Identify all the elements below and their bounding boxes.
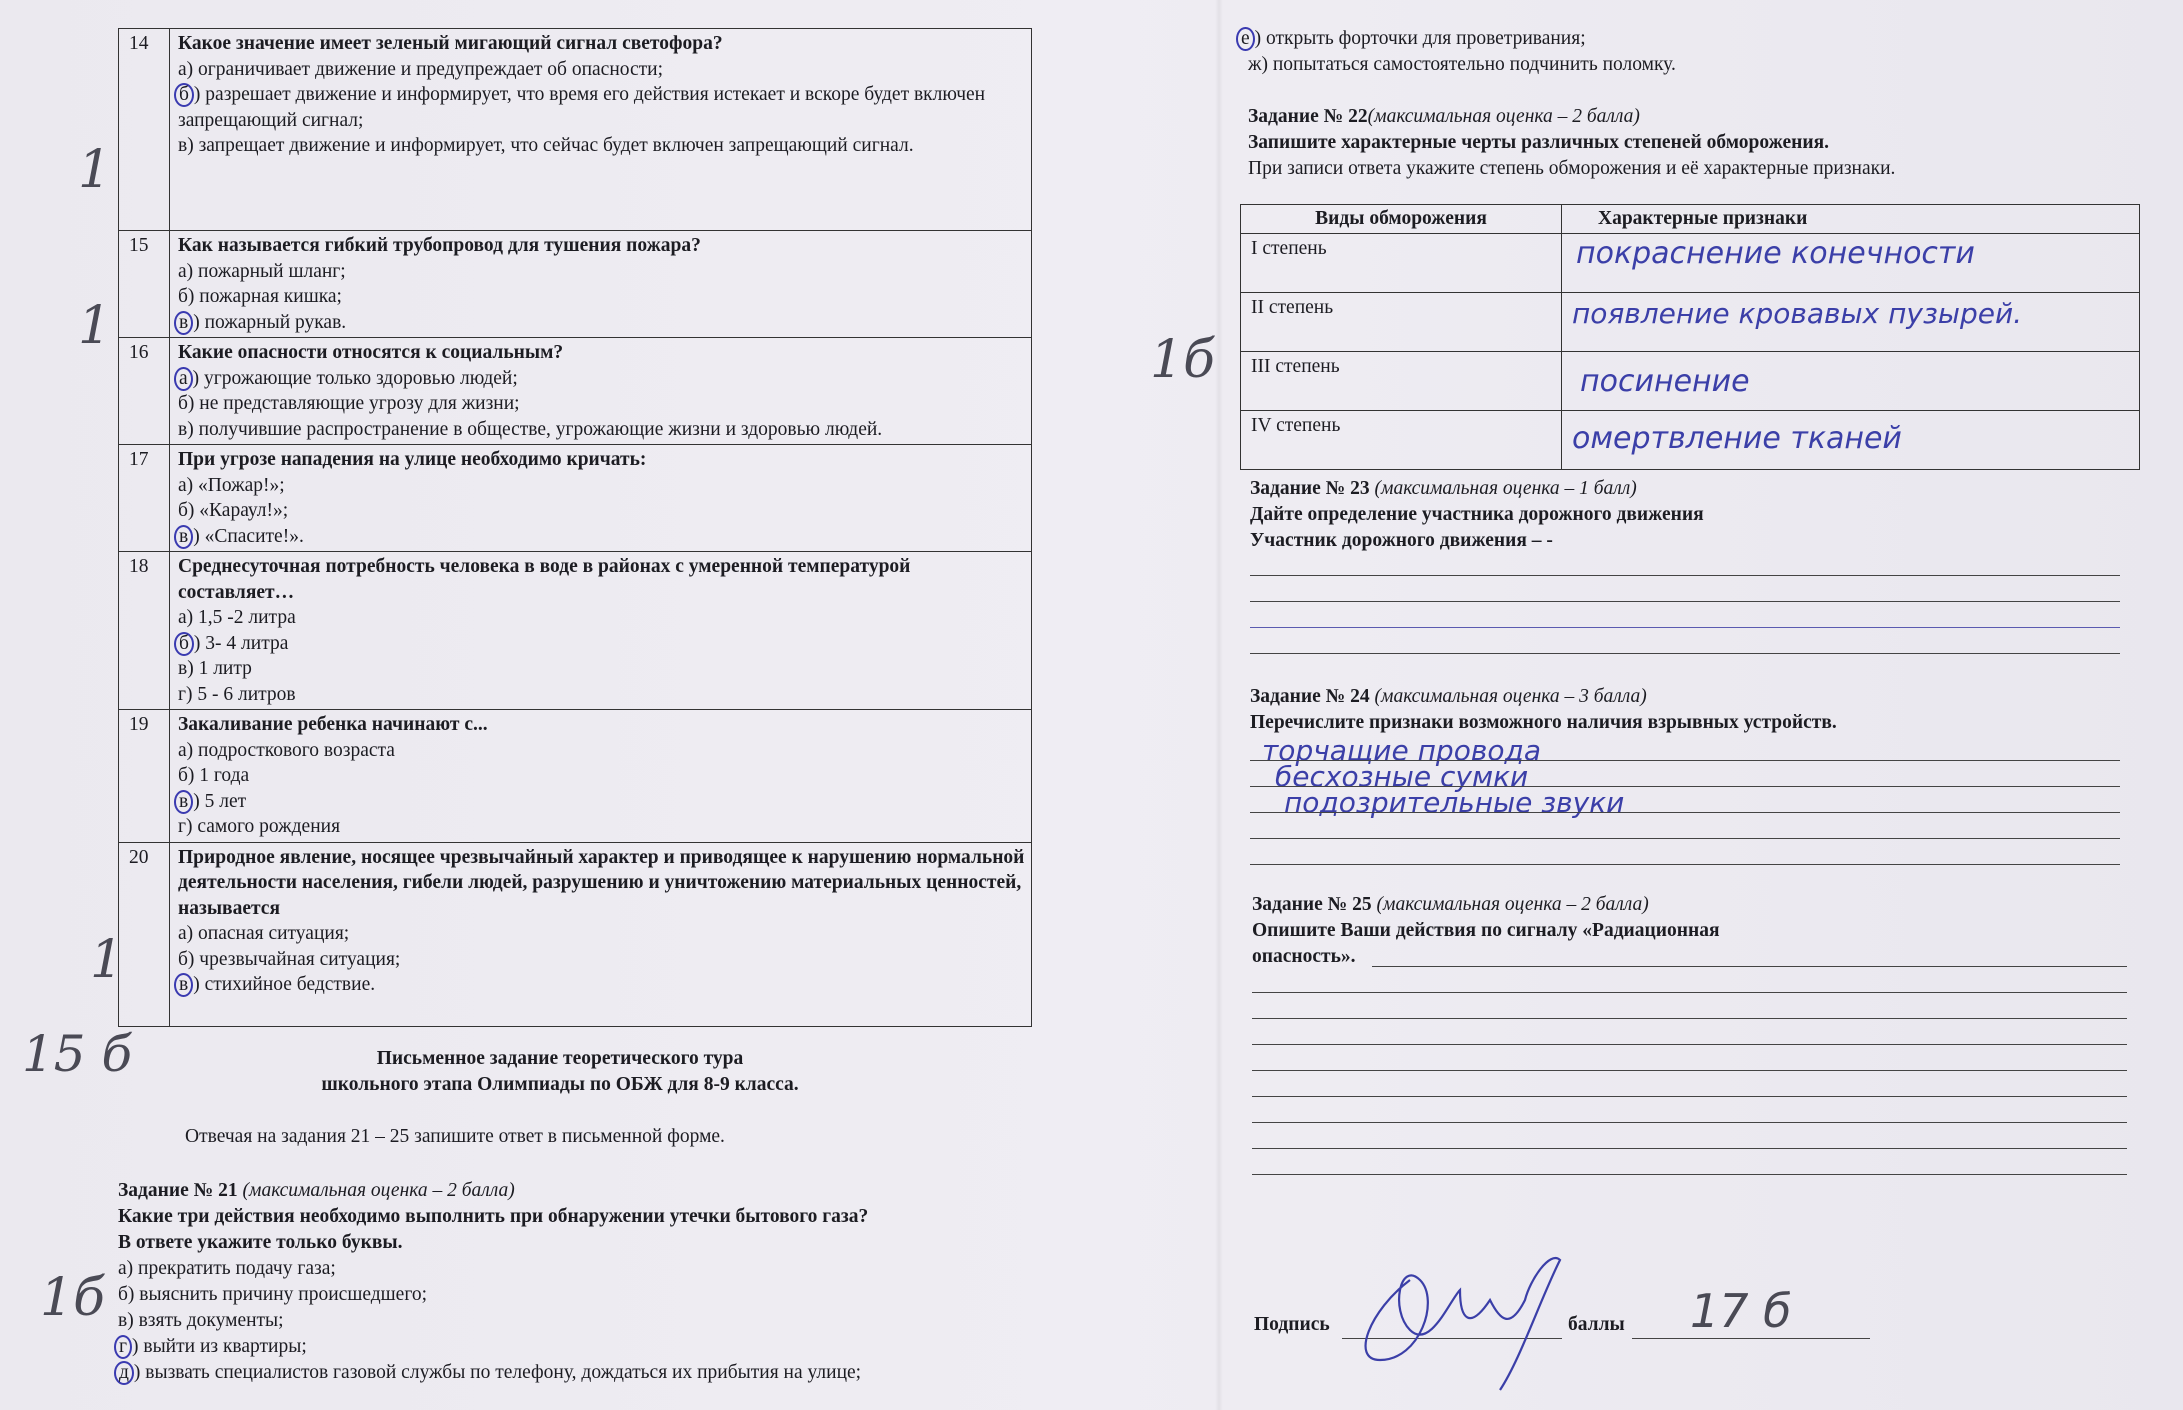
- question-text: Какие опасности относятся к социальным?: [178, 342, 564, 363]
- frostbite-col-signs: Характерные признаки: [1562, 205, 2140, 234]
- question-text: Среднесуточная потребность человека в воде в районах с умеренной температурой составляет…: [178, 556, 911, 603]
- answer-circle: а: [174, 367, 193, 391]
- answer-option: б) «Караул!»;: [178, 500, 289, 521]
- answer-option: б ) 3- 4 литра: [178, 631, 1025, 657]
- task22-header: Задание № 22(максимальная оценка – 2 балла): [1248, 106, 1640, 127]
- answer-line: [1250, 864, 2120, 865]
- task23-header: Задание № 23 (максимальная оценка – 1 балл): [1250, 478, 1637, 499]
- answer-line: [1372, 966, 2127, 967]
- answer-option: в ) стихийное бедствие.: [178, 972, 1025, 998]
- question-text: Природное явление, носящее чрезвычайный характер и приводящее к нарушению нормальной деятельности населения, гибели людей, разрушению и уничтожению материальных ценностей, называется: [178, 846, 1025, 919]
- question-cell: [170, 445, 1032, 552]
- frostbite-answer: появление кровавых пузырей.: [1562, 293, 2140, 352]
- task21-opt-g: ж) попытаться самостоятельно подчинить поломку.: [1248, 54, 1676, 75]
- question-number: 18: [119, 552, 170, 710]
- question-text: Какое значение имеет зеленый мигающий сигнал светофора?: [178, 33, 723, 54]
- answer-circle: в: [174, 790, 193, 814]
- answer-option: а) подросткового возраста: [178, 739, 395, 761]
- answer-option: б) пожарная кишка;: [178, 286, 342, 307]
- question-row: [119, 338, 1032, 445]
- task21-opt-f: е ) открыть форточки для проветривания;: [1240, 26, 1586, 52]
- task21-opt-e: д ) вызвать специалистов газовой службы по телефону, дождаться их прибытия на улице;: [118, 1360, 861, 1386]
- question-row: [119, 552, 1032, 710]
- answer-line: [1250, 838, 2120, 839]
- answer-option: б) не представляющие угрозу для жизни;: [178, 393, 520, 414]
- task21-instruction: В ответе укажите только буквы.: [118, 1232, 403, 1253]
- question-text: Закаливание ребенка начинают с...: [178, 714, 488, 735]
- task25-header: Задание № 25 (максимальная оценка – 2 балла): [1252, 894, 1649, 915]
- answer-option: в) 1 литр: [178, 658, 252, 679]
- frostbite-answer: омертвление тканей: [1562, 411, 2140, 470]
- question-row: [119, 710, 1032, 843]
- answer-line: [1252, 1096, 2127, 1097]
- score-value: 17 б: [1690, 1284, 1792, 1338]
- task25-question-2: опасность».: [1252, 946, 1356, 967]
- answer-option: а) «Пожар!»;: [178, 474, 285, 496]
- task21-opt-a: а) прекратить подачу газа;: [118, 1258, 336, 1279]
- margin-mark-q20: 1: [90, 930, 124, 990]
- written-title-1: Письменное задание теоретического тура: [376, 1048, 744, 1069]
- answer-circle: в: [174, 973, 193, 997]
- answer-line: [1250, 653, 2120, 654]
- question-cell: [170, 842, 1032, 1026]
- question-number: 16: [119, 338, 170, 445]
- frostbite-col-type: Виды обморожения: [1241, 205, 1562, 234]
- task21-opt-d: г ) выйти из квартиры;: [118, 1334, 307, 1360]
- answer-option: а) 1,5 -2 литра: [178, 607, 296, 628]
- answer-option: в ) пожарный рукав.: [178, 310, 1025, 336]
- answer-option: а) ограничивает движение и предупреждает об опасности;: [178, 58, 664, 80]
- answer-line: [1250, 601, 2120, 602]
- written-title-2: школьного этапа Олимпиады по ОБЖ для 8-9 класса.: [321, 1074, 799, 1095]
- answer-option: в) получившие распространение в обществе, угрожающие жизни и здоровью людей.: [178, 418, 883, 440]
- answer-circle: е: [1236, 27, 1255, 51]
- question-row: [119, 842, 1032, 1026]
- task24-answer-2: бесхозные сумки: [1275, 760, 1529, 793]
- signature-scribble: [1350, 1240, 1570, 1400]
- signature-label: Подпись: [1254, 1314, 1330, 1335]
- question-cell: [170, 552, 1032, 710]
- margin-mark-q14: 1: [78, 140, 112, 200]
- question-cell: [170, 231, 1032, 338]
- task21-opt-c: в) взять документы;: [118, 1310, 284, 1331]
- frostbite-degree: IV степень: [1241, 411, 1562, 470]
- frostbite-table: [1240, 204, 2140, 470]
- answer-line: [1250, 786, 2120, 787]
- question-cell: [170, 710, 1032, 843]
- question-number: 14: [119, 29, 170, 231]
- margin-mark-q15: 1: [78, 296, 112, 356]
- task23-prompt: Участник дорожного движения – -: [1250, 530, 1553, 551]
- answer-circle: б: [174, 83, 194, 107]
- answer-line: [1252, 1122, 2127, 1123]
- answer-line: [1252, 1044, 2127, 1045]
- answer-option: а) опасная ситуация;: [178, 923, 350, 944]
- frostbite-degree: I степень: [1241, 234, 1562, 293]
- answer-option: а) пожарный шланг;: [178, 260, 346, 282]
- answer-circle: в: [174, 311, 193, 335]
- question-text: При угрозе нападения на улице необходимо кричать:: [178, 449, 647, 470]
- answer-line: [1252, 1070, 2127, 1071]
- frostbite-degree: III степень: [1241, 352, 1562, 411]
- answer-option: в) запрещает движение и информирует, что сейчас будет включен запрещающий сигнал.: [178, 135, 914, 156]
- answer-circle: г: [114, 1335, 132, 1359]
- answer-circle: д: [114, 1361, 134, 1385]
- question-number: 17: [119, 445, 170, 552]
- questions-table: [118, 28, 1032, 1027]
- written-intro: Отвечая на задания 21 – 25 запишите ответ в письменной форме.: [185, 1126, 725, 1147]
- answer-option: г) самого рождения: [178, 816, 341, 837]
- answer-option: г) 5 - 6 литров: [178, 683, 296, 705]
- answer-line: [1250, 627, 2120, 628]
- task25-question: Опишите Ваши действия по сигналу «Радиационная: [1252, 920, 1720, 941]
- margin-mark-task21: 1б: [40, 1268, 105, 1328]
- question-number: 19: [119, 710, 170, 843]
- score-line: [1632, 1338, 1870, 1339]
- answer-option: б) 1 года: [178, 765, 250, 786]
- answer-line: [1252, 992, 2127, 993]
- frostbite-answer: посинение: [1562, 352, 2140, 411]
- task23-question: Дайте определение участника дорожного движения: [1250, 504, 1704, 525]
- answer-line: [1250, 760, 2120, 761]
- answer-option: б ) разрешает движение и информирует, что время его действия истекает и вскоре будет включен запрещающий сигнал;: [178, 82, 1025, 133]
- answer-option: в ) «Спасите!».: [178, 524, 1025, 550]
- task24-question: Перечислите признаки возможного наличия взрывных устройств.: [1250, 712, 1837, 733]
- question-row: [119, 445, 1032, 552]
- answer-line: [1250, 575, 2120, 576]
- question-cell: [170, 29, 1032, 231]
- task22-question: Запишите характерные черты различных степеней обморожения.: [1248, 132, 1830, 153]
- answer-option: в ) 5 лет: [178, 789, 1025, 815]
- answer-circle: в: [174, 525, 193, 549]
- frostbite-degree: II степень: [1241, 293, 1562, 352]
- question-row: [119, 29, 1032, 231]
- task24-header: Задание № 24 (максимальная оценка – 3 балла): [1250, 686, 1647, 707]
- task21-question: Какие три действия необходимо выполнить при обнаружении утечки бытового газа?: [118, 1206, 869, 1227]
- margin-mark-total-left: 15 б: [22, 1025, 133, 1083]
- question-cell: [170, 338, 1032, 445]
- answer-circle: б: [174, 632, 194, 656]
- score-label: баллы: [1568, 1314, 1625, 1335]
- frostbite-answer: покраснение конечности: [1562, 234, 2140, 293]
- question-row: [119, 231, 1032, 338]
- question-text: Как называется гибкий трубопровод для тушения пожара?: [178, 235, 701, 256]
- answer-line: [1252, 1174, 2127, 1175]
- answer-option: а ) угрожающие только здоровью людей;: [178, 366, 1025, 392]
- task24-answer-3: подозрительные звуки: [1284, 786, 1625, 819]
- task24-answer-1: торчащие провода: [1262, 734, 1541, 767]
- answer-line: [1252, 1018, 2127, 1019]
- answer-option: б) чрезвычайная ситуация;: [178, 948, 401, 970]
- answer-line: [1250, 812, 2120, 813]
- task21-header: Задание № 21 (максимальная оценка – 2 балла): [118, 1180, 515, 1201]
- question-number: 20: [119, 842, 170, 1026]
- task21-opt-b: б) выяснить причину происшедшего;: [118, 1284, 428, 1305]
- answer-line: [1252, 1148, 2127, 1149]
- page-fold: [1215, 0, 1223, 1410]
- margin-mark-task22: 1б: [1150, 330, 1215, 390]
- task22-instruction: При записи ответа укажите степень обморожения и её характерные признаки.: [1248, 158, 1896, 179]
- question-number: 15: [119, 231, 170, 338]
